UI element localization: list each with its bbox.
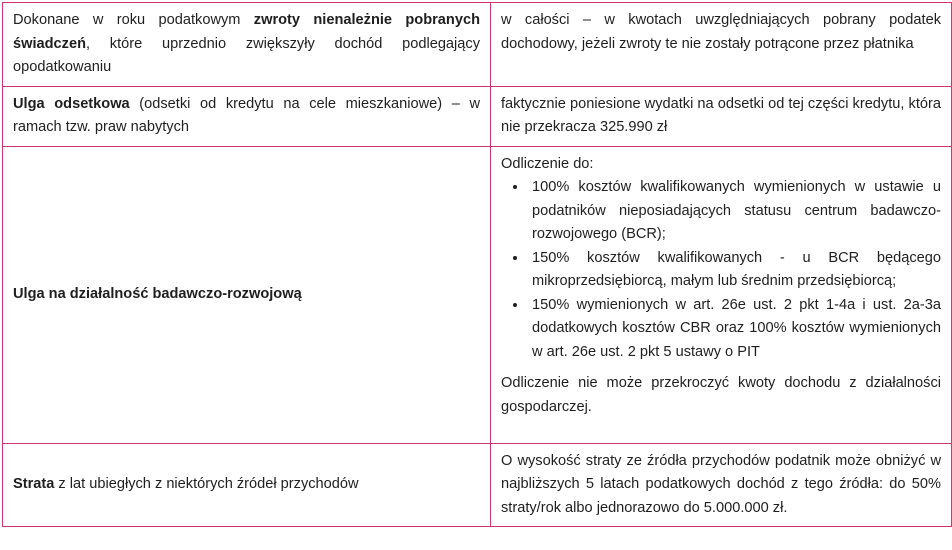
row-2-value-cell <box>491 86 952 146</box>
row-4-label-text-rest: z lat ubiegłych z niektórych źródeł przychodów <box>54 476 359 492</box>
row-3-label-bold: Ulga na działalność badawczo-rozwojową <box>13 285 302 302</box>
row-4-value-cell <box>491 443 952 527</box>
row-2-label-cell <box>3 86 491 146</box>
table-row <box>3 443 952 527</box>
row-2-label-bold: Ulga odsetkowa <box>13 95 130 112</box>
row-4-value-text: O wysokość straty ze źródła przychodów podatnik może obniżyć w najbliższych 5 latach podatkowych dochód z tego źródła: do 50% straty/rok albo jednorazowo do 5.000.000 zł. <box>501 452 941 516</box>
table-row <box>3 3 952 87</box>
row-2-value-text: faktycznie poniesione wydatki na odsetki od tej części kredytu, która nie przekracza 325.990 zł <box>501 95 941 135</box>
row-3-value-intro: Odliczenie do: <box>501 155 594 172</box>
tax-deductions-table <box>2 2 952 527</box>
row-1-label-text: Dokonane w roku podatkowym <box>13 12 254 28</box>
row-1-label-text-rest: , które uprzednio zwiększyły dochód podlegający opodatkowaniu <box>13 35 480 75</box>
row-1-value-text: w całości – w kwotach uwzględniających pobrany podatek dochodowy, jeżeli zwroty te nie zostały potrącone przez płatnika <box>501 12 941 52</box>
row-1-label-cell <box>3 3 491 87</box>
row-3-value-cell <box>491 146 952 443</box>
list-item: • 150% wymienionych w art. 26e ust. 2 pkt 1-4a i ust. 2a-3a dodatkowych kosztów CBR oraz 100% kosztów wymienionych w art. 26e ust. 2 pkt 5 ustawy o PIT <box>528 294 941 365</box>
row-3-value-note: Odliczenie nie może przekroczyć kwoty dochodu z działalności gospodarczej. <box>501 375 941 415</box>
list-item: • 150% kosztów kwalifikowanych - u BCR będącego mikroprzedsiębiorcą, małym lub średnim przedsiębiorcą; <box>528 247 941 294</box>
row-2-label-text-rest: (odsetki od kredytu na cele mieszkaniowe) – w ramach tzw. praw nabytych <box>13 95 480 135</box>
row-4-label-cell <box>3 443 491 527</box>
row-4-label-bold: Strata <box>13 476 55 492</box>
row-3-label-cell <box>3 146 491 443</box>
row-1-value-cell <box>491 3 952 87</box>
table-row <box>3 146 952 443</box>
row-3-bullet-list <box>501 176 941 364</box>
row-1-label-bold: zwroty nienależnie pobranych świadczeń <box>13 12 480 52</box>
table-row <box>3 86 952 146</box>
list-item: • 100% kosztów kwalifikowanych wymienionych w ustawie u podatników nieposiadających statusu centrum badawczo-rozwojowego (BCR); <box>528 176 941 247</box>
